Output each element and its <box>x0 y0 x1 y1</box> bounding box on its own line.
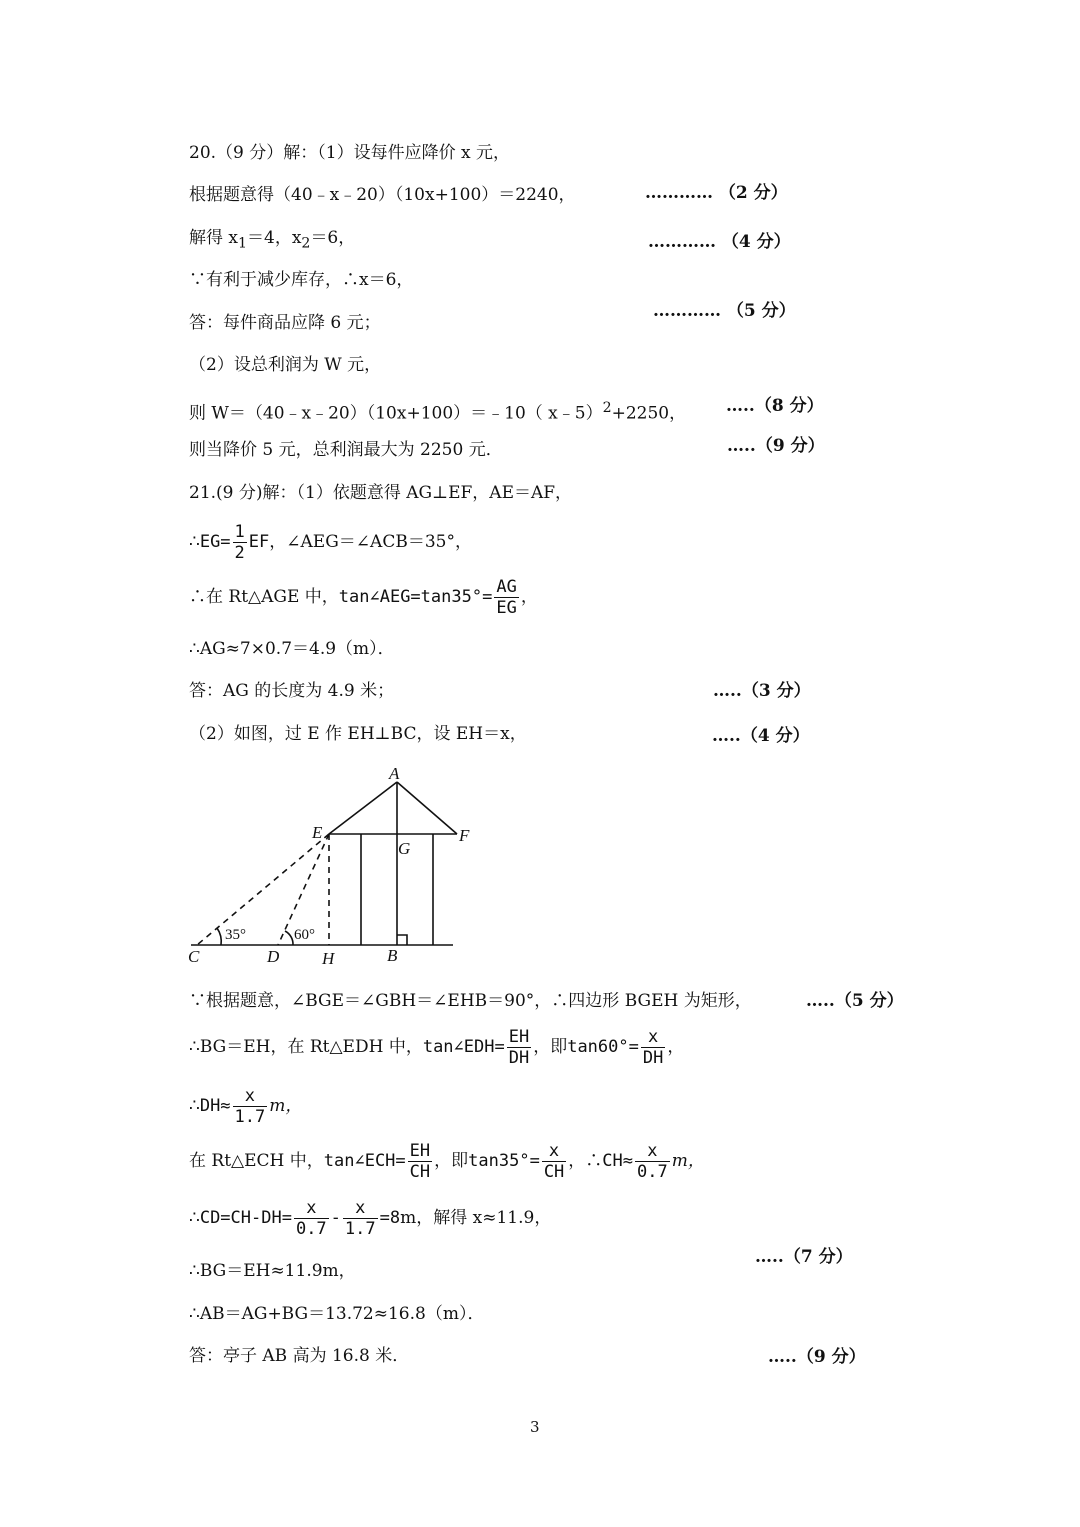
q20-line-8: 则当降价 5 元，总利润最大为 2250 元． <box>189 440 503 460</box>
q21-line-2: ∴EG= $\frac{1}{2}$ EF，∠AEG＝∠ACB＝35°， <box>189 522 472 563</box>
q20-line-2: 根据题意得（40﹣x﹣20）（10x+100）＝2240， <box>189 185 576 205</box>
label-d: D <box>267 947 280 966</box>
q20-points-3: ………… （4 分） <box>648 232 791 252</box>
q20-line-3: 解得 $x_1=4$，$x_2=6$， <box>189 228 356 252</box>
q21-line-14: 答：亭子 AB 高为 16.8 米． <box>189 1346 410 1366</box>
q21-line-9: ∴DH≈ $\frac{x}{1.7}$ m， <box>189 1086 303 1127</box>
q21-points-11: …..（7 分） <box>755 1247 853 1267</box>
q20-points-7: …..（8 分） <box>726 396 824 416</box>
angle-arc-35 <box>217 928 221 945</box>
q21-points-6: …..（4 分） <box>712 726 810 746</box>
q21-line-13: ∴AB＝AG+BG＝13.72≈16.8（m）． <box>189 1304 485 1324</box>
angle-label-35: 35° <box>225 927 246 943</box>
q21-line-3: ∴在 Rt△AGE 中，tan∠AEG=tan35°= $\frac{AG}{EG}$ ， <box>189 577 538 618</box>
right-angle-mark <box>397 935 407 945</box>
label-e: E <box>312 823 323 842</box>
q20-line-4: ∵有利于减少库存，∴x＝6， <box>189 270 414 290</box>
label-c: C <box>188 947 200 966</box>
q21-line-12: ∴BG＝EH≈11.9m， <box>189 1261 356 1281</box>
q20-line-7: 则 W＝（40﹣x﹣20）（10x+100）＝﹣10（ x﹣5）$^2$+2250， <box>189 400 687 424</box>
label-g: G <box>398 839 411 858</box>
label-b: B <box>387 946 398 965</box>
roof-left <box>329 782 397 834</box>
label-a: A <box>389 764 400 783</box>
q21-points-14: …..（9 分） <box>768 1347 866 1367</box>
q21-line-10: 在 Rt△ECH 中，tan∠ECH= $\frac{EH}{CH}$ ，即tan35°= $\frac{x}{CH}$ ，∴CH≈ $\frac{x}{0.7}$ m， <box>189 1141 705 1182</box>
q21-line-8: ∴BG＝EH，在 Rt△EDH 中，tan∠EDH= $\frac{EH}{DH}$ ，即tan60°= $\frac{x}{DH}$ ， <box>189 1027 685 1068</box>
page-number: 3 <box>530 1418 540 1436</box>
q21-line-1: 21.(9 分)解：（1）依题意得 AG⊥EF，AE＝AF， <box>189 483 573 503</box>
pavilion-figure <box>183 762 473 972</box>
q20-line-1: 20.（9 分）解：（1）设每件应降价 x 元， <box>189 143 510 163</box>
q20-line-5: 答：每件商品应降 6 元； <box>189 313 381 333</box>
label-h: H <box>322 949 335 968</box>
q21-line-11: ∴CD=CH-DH= $\frac{x}{0.7}$ - $\frac{x}{1.7}$ =8m，解得 x≈11.9， <box>189 1198 552 1239</box>
q20-points-2: ………… （2 分） <box>645 183 788 203</box>
q21-line-4: ∴AG≈7×0.7＝4.9（m）． <box>189 639 395 659</box>
label-f: F <box>459 826 470 845</box>
q20-points-5: ………… （5 分） <box>653 301 796 321</box>
angle-label-60: 60° <box>294 927 315 943</box>
q21-line-6: （2）如图，过 E 作 EH⊥BC，设 EH＝x， <box>189 724 527 744</box>
q21-line-7: ∵根据题意，∠BGE＝∠GBH＝∠EHB＝90°，∴四边形 BGEH 为矩形， <box>189 991 752 1011</box>
q21-line-5: 答：AG 的长度为 4.9 米； <box>189 681 395 701</box>
q20-line-6: （2）设总利润为 W 元， <box>189 355 382 375</box>
angle-arc-60 <box>285 931 293 945</box>
q20-points-8: …..（9 分） <box>727 436 825 456</box>
roof-right <box>397 782 457 834</box>
q21-points-5: …..（3 分） <box>713 681 811 701</box>
q21-points-7: …..（5 分） <box>806 991 904 1011</box>
